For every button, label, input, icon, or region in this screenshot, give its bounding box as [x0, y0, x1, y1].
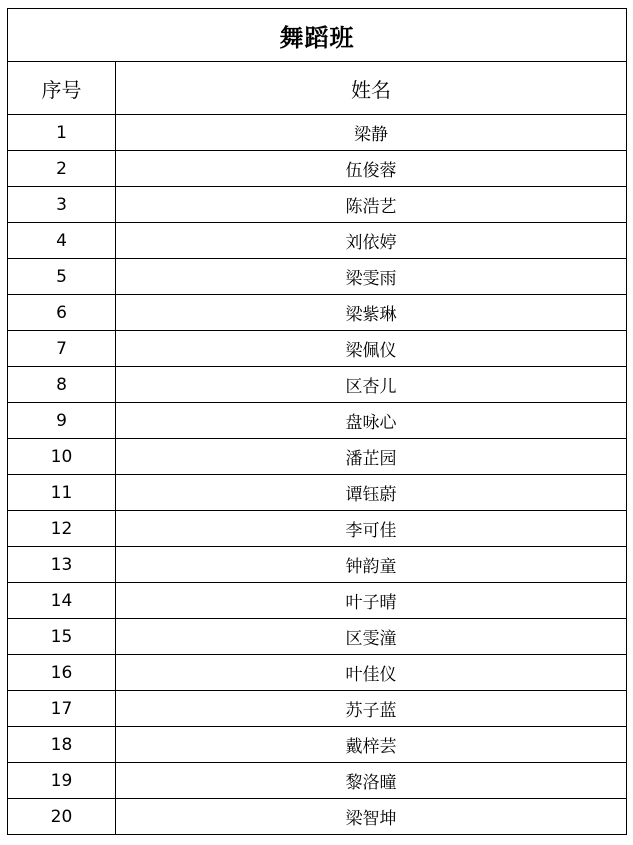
header-row — [8, 62, 627, 115]
row-name: 陈浩艺 — [116, 187, 627, 223]
table-row — [8, 655, 627, 691]
row-name: 刘依婷 — [116, 223, 627, 259]
row-name: 戴梓芸 — [116, 727, 627, 763]
table-row — [8, 151, 627, 187]
row-index: 7 — [8, 331, 116, 367]
row-index: 2 — [8, 151, 116, 187]
column-header-name: 姓名 — [116, 62, 627, 115]
table-row — [8, 367, 627, 403]
table-row — [8, 475, 627, 511]
row-index: 6 — [8, 295, 116, 331]
table-row — [8, 259, 627, 295]
row-index: 18 — [8, 727, 116, 763]
roster-sheet — [7, 8, 626, 837]
row-name: 叶子晴 — [116, 583, 627, 619]
table-row — [8, 115, 627, 151]
row-index: 11 — [8, 475, 116, 511]
row-index: 16 — [8, 655, 116, 691]
table-row — [8, 583, 627, 619]
table-row — [8, 691, 627, 727]
row-name: 叶佳仪 — [116, 655, 627, 691]
row-index: 14 — [8, 583, 116, 619]
row-name: 潘芷园 — [116, 439, 627, 475]
table-row — [8, 511, 627, 547]
row-name: 梁智坤 — [116, 799, 627, 835]
row-name: 苏子蓝 — [116, 691, 627, 727]
row-name: 梁紫琳 — [116, 295, 627, 331]
table-row — [8, 295, 627, 331]
row-index: 12 — [8, 511, 116, 547]
table-row — [8, 331, 627, 367]
row-index: 17 — [8, 691, 116, 727]
row-index: 5 — [8, 259, 116, 295]
table-row — [8, 727, 627, 763]
row-name: 李可佳 — [116, 511, 627, 547]
row-name: 盘咏心 — [116, 403, 627, 439]
row-name: 区雯潼 — [116, 619, 627, 655]
row-index: 13 — [8, 547, 116, 583]
row-index: 4 — [8, 223, 116, 259]
row-name: 黎洛曈 — [116, 763, 627, 799]
row-name: 区杏儿 — [116, 367, 627, 403]
table-row — [8, 187, 627, 223]
row-index: 9 — [8, 403, 116, 439]
table-row — [8, 619, 627, 655]
row-index: 3 — [8, 187, 116, 223]
row-name: 梁佩仪 — [116, 331, 627, 367]
row-name: 钟韵童 — [116, 547, 627, 583]
column-header-index: 序号 — [8, 62, 116, 115]
table-title: 舞蹈班 — [8, 9, 627, 62]
table-row — [8, 439, 627, 475]
title-row — [8, 9, 627, 62]
table-row — [8, 223, 627, 259]
roster-table — [7, 8, 627, 835]
row-name: 谭钰蔚 — [116, 475, 627, 511]
row-name: 梁静 — [116, 115, 627, 151]
row-index: 15 — [8, 619, 116, 655]
row-name: 梁雯雨 — [116, 259, 627, 295]
row-index: 19 — [8, 763, 116, 799]
row-index: 8 — [8, 367, 116, 403]
table-row — [8, 799, 627, 835]
row-name: 伍俊蓉 — [116, 151, 627, 187]
row-index: 1 — [8, 115, 116, 151]
row-index: 20 — [8, 799, 116, 835]
table-row — [8, 763, 627, 799]
table-row — [8, 547, 627, 583]
row-index: 10 — [8, 439, 116, 475]
table-row — [8, 403, 627, 439]
